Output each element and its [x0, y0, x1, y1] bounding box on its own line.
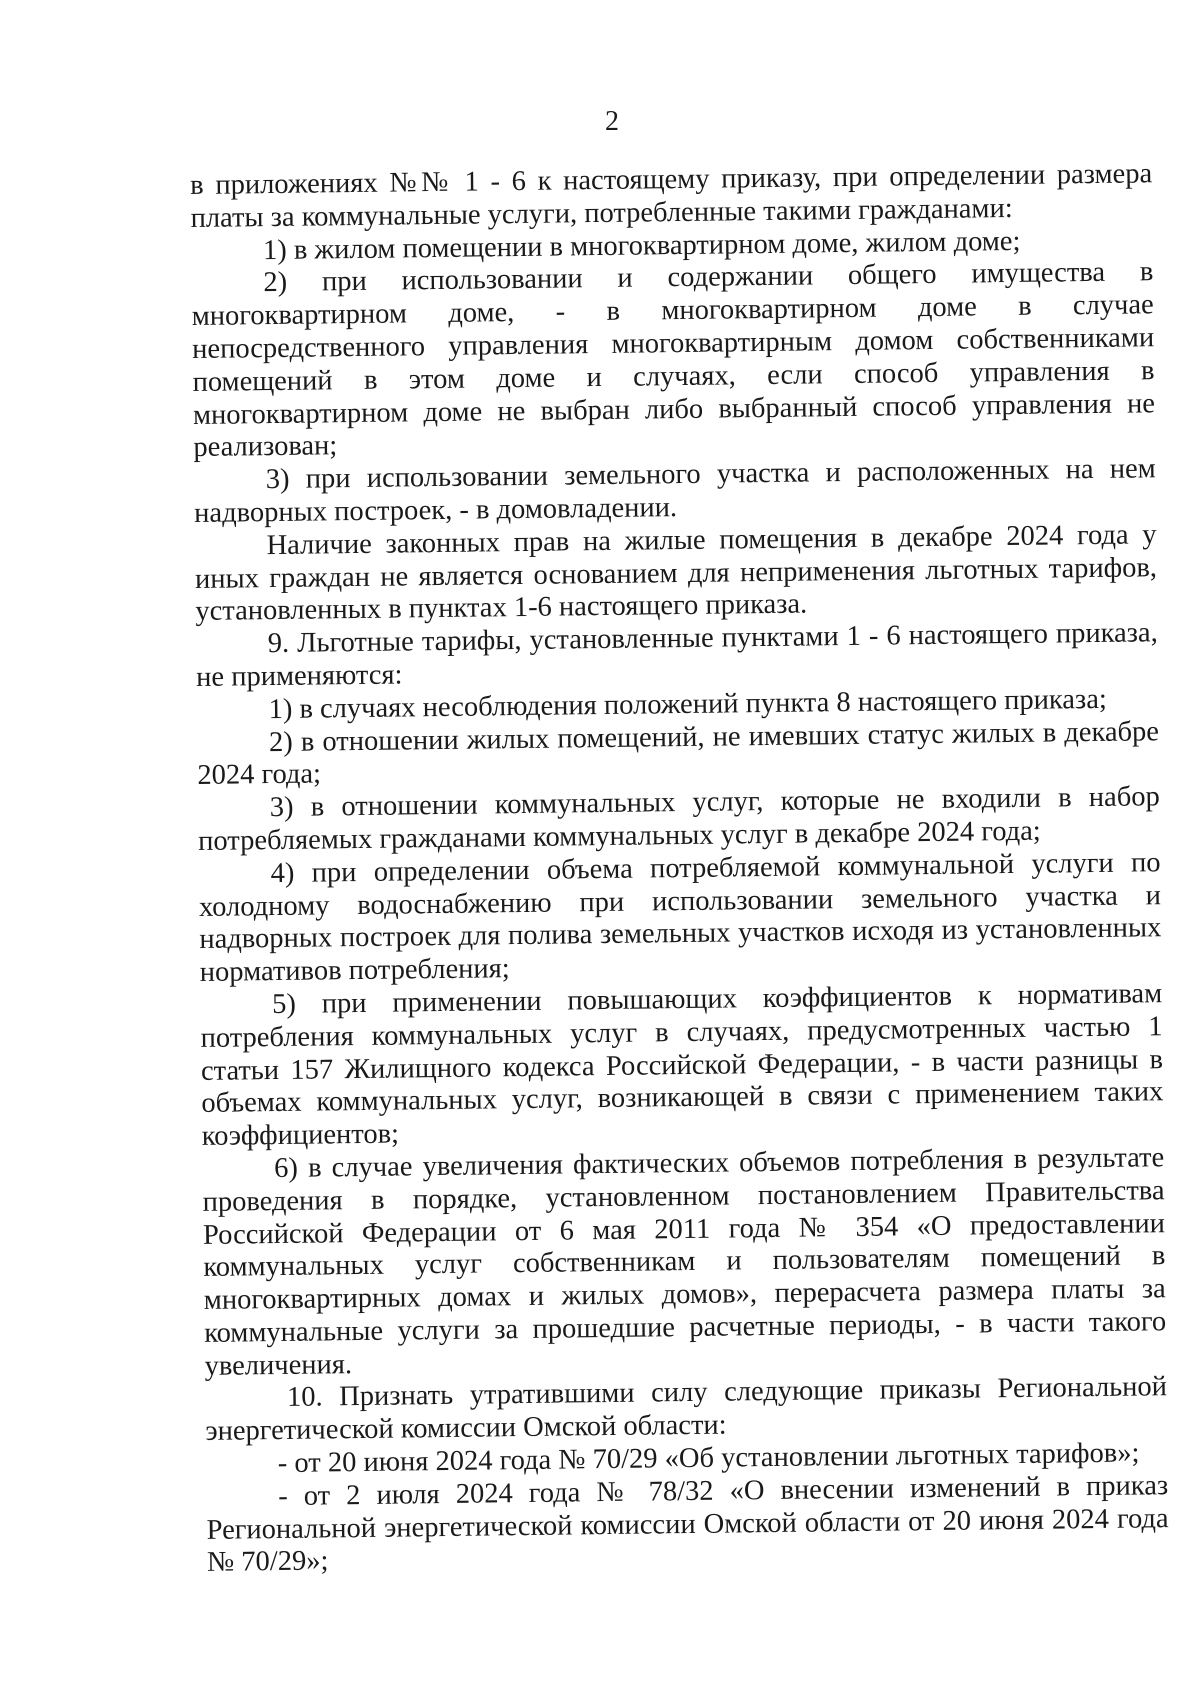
paragraph-point-9-item-6: 6) в случае увеличения фактических объемов потребления в результате проведения в порядке, установленном постановлением Правительства Российской Федерации от 6 мая 2011 года № 354 «О предоставлении коммунальных услуг собственникам и пользователям помещений в многоквартирных домах и жилых домов», перерасчета размера платы за коммунальные услуги за прошедшие расчетные периоды, - в части такого увеличения. [202, 1142, 1167, 1382]
paragraph-point-10-item-1: - от 20 июня 2024 года № 70/29 «Об установлении льготных тарифов»; [277, 1437, 1140, 1480]
paragraph-point-9-item-1: 1) в случаях несоблюдения положений пункта 8 настоящего приказа; [268, 683, 1107, 725]
paragraph-point-9-item-3: 3) в отношении коммунальных услуг, которые не входили в набор потребляемых гражданами коммунальных услуг в декабре 2024 года; [198, 781, 1160, 857]
paragraph-item-3: 3) при использовании земельного участка и расположенных на нем надворных построек, - в домовладении. [194, 453, 1156, 529]
paragraph-point-10-item-2: - от 2 июля 2024 года № 78/32 «О внесении изменений в приказ Региональной энергетической комиссии Омской области от 20 июня 2024 года № 70/29»; [206, 1470, 1169, 1579]
paragraph-point-9-item-2: 2) в отношении жилых помещений, не имевших статус жилых в декабре 2024 года; [197, 715, 1160, 792]
paragraph-point-9: 9. Льготные тарифы, установленные пунктами 1 - 6 настоящего приказа, не применяются: [196, 617, 1158, 693]
paragraph-item-1: 1) в жилом помещении в многоквартирном доме, жилом доме; [262, 225, 1021, 266]
document-body [190, 158, 1169, 1580]
paragraph-legal-rights: Наличие законных прав на жилые помещения в декабре 2024 года у иных граждан не является основанием для неприменения льготных тарифов, установленных в пунктах 1-6 настоящего приказа. [194, 518, 1158, 628]
page-number: 2 [605, 106, 619, 137]
paragraph-point-10: 10. Признать утратившими силу следующие приказы Региональной энергетической комиссии Омской области: [205, 1371, 1168, 1448]
paragraph-item-2: 2) при использовании и содержании общего имущества в многоквартирном доме, - в многоквартирном доме в случае непосредственного управления многоквартирным домом собственниками помещений в этом доме и случаях, если способ управления в многоквартирном доме не выбран либо выбранный способ управления не реализован; [191, 256, 1156, 464]
paragraph-point-9-item-4: 4) при определении объема потребляемой коммунальной услуги по холодному водоснабжению при использовании земельного участка и надворных построек для полива земельных участков исходя из установленных нормативов потребления; [198, 846, 1162, 989]
paragraph-intro: в приложениях №№ 1 - 6 к настоящему приказу, при определении размера платы за коммунальные услуги, потребленные такими гражданами: [190, 158, 1153, 234]
paragraph-point-9-item-5: 5) при применении повышающих коэффициентов к нормативам потребления коммунальных услуг в случаях, предусмотренных частью 1 статьи 157 Жилищного кодекса Российской Федерации, - в части разницы в объемах коммунальных услуг, возникающей в связи с применением таких коэффициентов; [200, 978, 1164, 1153]
